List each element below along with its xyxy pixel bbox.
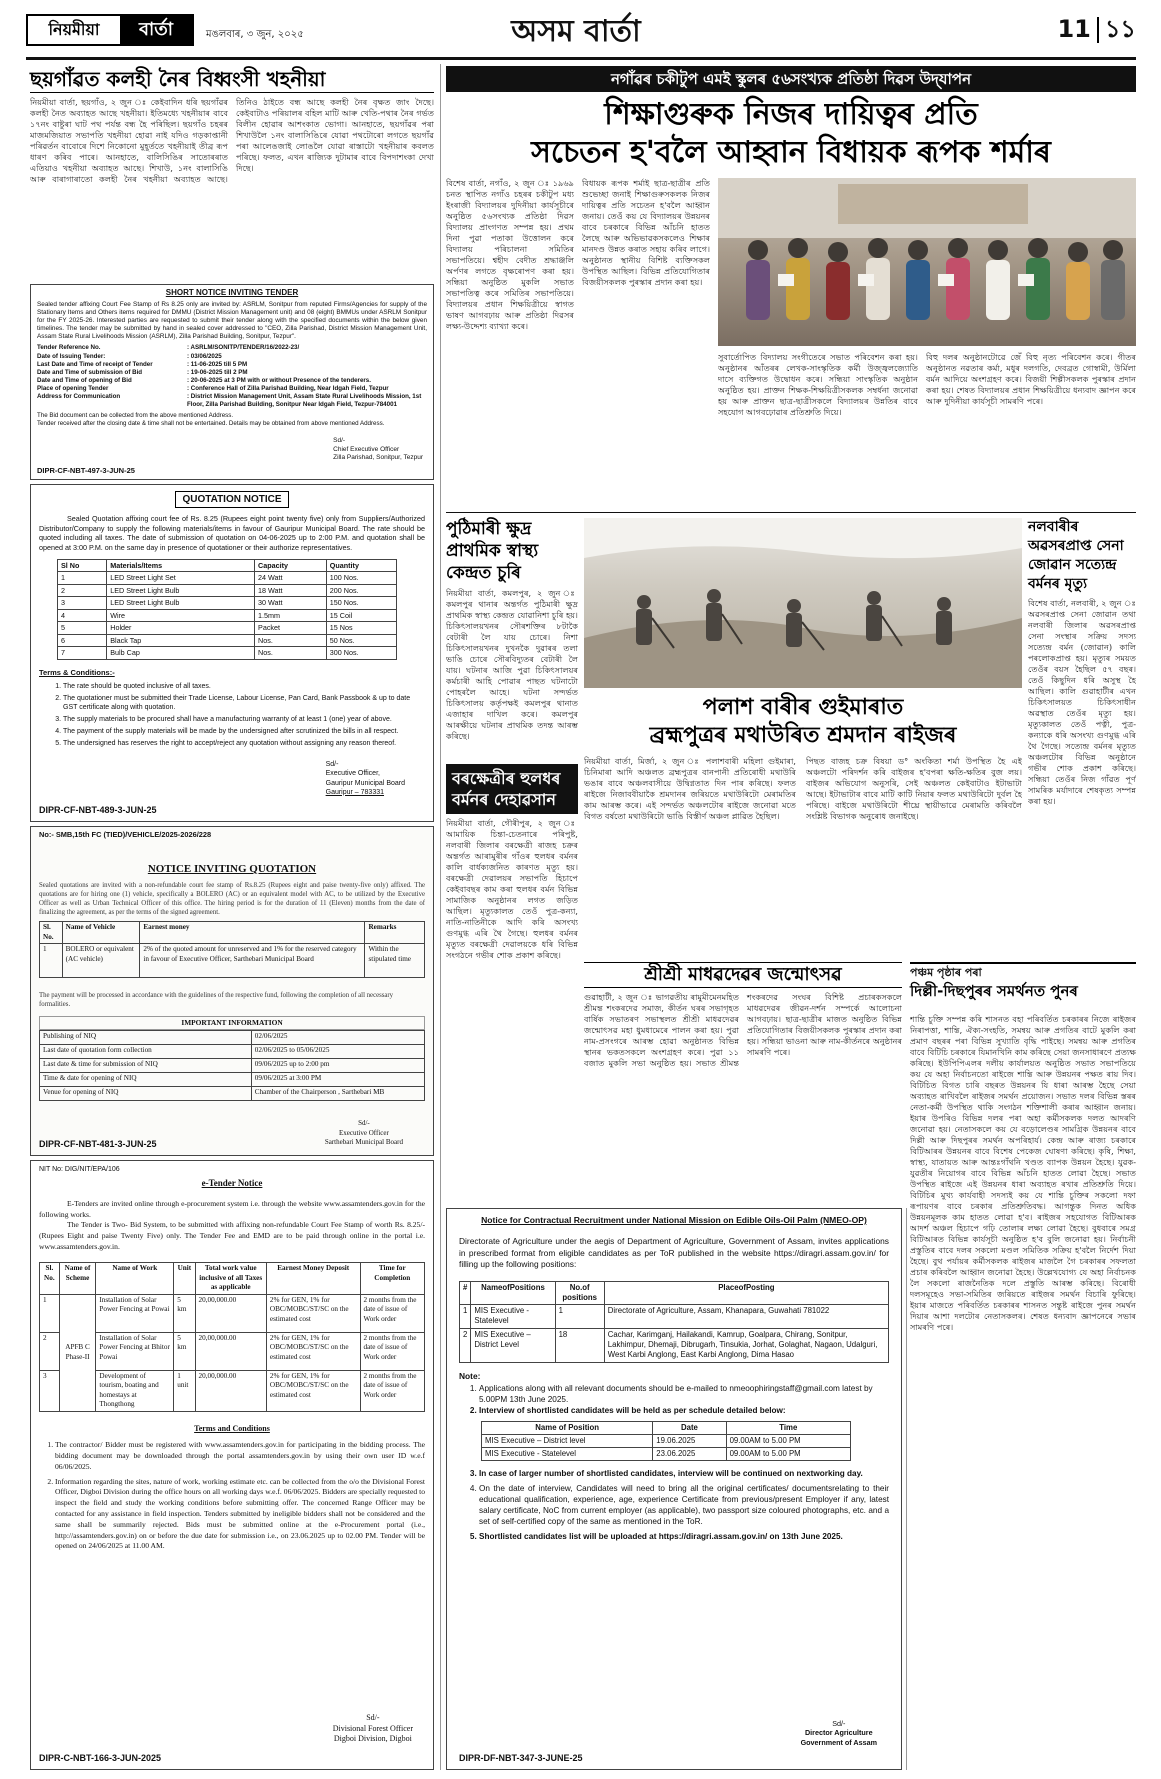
tender-nmeo-schedule-cell: 19.06.2025	[653, 1434, 726, 1447]
tender-nmeo-cell: 1	[460, 1305, 471, 1329]
tender-asrlm-row-value: : 11-06-2025 till 5 PM	[187, 360, 248, 368]
tender-nmeo-header-cell: No.of positions	[555, 1281, 604, 1305]
tender-quotation-cell: 5	[58, 622, 107, 635]
tender-nmeo-header-cell: NameofPositions	[471, 1281, 555, 1305]
tender-asrlm-row	[37, 385, 427, 393]
tender-etender-cell: 2 months from the date of issue of Work order	[360, 1294, 425, 1332]
tender-vehicle-no: No:- SMB,15th FC (TIED)/VEHICLE/2025-2026/228	[39, 830, 212, 839]
tender-etender-header-cell: Unit	[174, 1263, 195, 1295]
tender-asrlm-row	[37, 353, 427, 361]
tender-asrlm-row-label: Place of opening Tender	[37, 384, 109, 392]
tender-asrlm-row-label: Address for Communication	[37, 392, 121, 400]
tender-asrlm-row-label: Date and Time of submission of Bid	[37, 368, 143, 376]
tender-nmeo-schedule-header-cell: Date	[653, 1421, 726, 1434]
tender-vehicle-title	[39, 862, 425, 877]
tender-asrlm-body: Sealed tender affixing Court Fee Stamp of Rs 8.25 only are invited by: ASRLM, Sonitpur from reputed Firms/Agencies for supply of the Stationary Items and Others items required for DMMU (District Mission Management unit) and 08 (eight) BMMUs under ASRLM Sonitpur for the FY 2025-26. Interested parties are requested to submit their tender along with the specified documents within the below given timelines. The tender may be submitted by hand in sealed cover addressed to "CEO, Zilla Parishad, District Mission Management Unit, Assam State Rural Livelihoods Mission (ASRLM), Zilla Parishad Building, Sonitpur, Tezpur".	[37, 300, 427, 341]
page-number	[1057, 14, 1136, 46]
tender-quotation-header-cell: Quantity	[326, 559, 396, 572]
tender-quotation-cell: 7	[58, 647, 107, 660]
tender-nmeo-row	[460, 1305, 889, 1329]
tender-etender-cell: Installation of Solar Power Fencing at Bhitor Powai	[96, 1332, 174, 1370]
tender-asrlm-note1: The Bid document can be collected from the above mentioned Address.	[37, 411, 234, 419]
tender-etender-cell: 2	[40, 1332, 60, 1370]
tender-etender-header-cell: Total work value inclusive of all Taxes as applicable	[195, 1263, 266, 1295]
tender-vehicle-sign1: Sd/-	[358, 1119, 370, 1128]
tender-quotation-cell: Wire	[107, 609, 255, 622]
tender-quotation-row	[58, 572, 397, 585]
tender-etender-header-cell: Time for Completion	[360, 1263, 425, 1295]
story-continued-kicker-wrap	[910, 962, 1136, 1001]
story-soldier-headline: নলবাৰীৰ অৱসৰপ্ৰাপ্ত সেনা জোৱান সত্যেন্দ্ৰ বৰ্মনৰ মৃত্যু	[1028, 519, 1124, 592]
tender-quotation-sign3: Gauripur Municipal Board	[325, 779, 405, 787]
tender-vehicle-header-cell: Remarks	[365, 922, 425, 944]
tender-etender-cell: 3	[40, 1370, 60, 1411]
tender-nmeo-schedule	[481, 1421, 851, 1462]
section-title: অসম বাৰ্তা	[511, 14, 641, 49]
tender-quotation-cell: 4	[58, 609, 107, 622]
tender-vehicle-info-row	[40, 1045, 425, 1059]
story-erosion	[30, 66, 434, 280]
lead-banner-text: নগাঁৱৰ চকীটুপ এমই স্কুলৰ ৫৬সংখ্যক প্ৰতিষ্ঠা দিৱস উদ্‌যাপন	[610, 70, 972, 88]
tender-nmeo-notes	[479, 1384, 889, 1417]
lead-rule	[446, 512, 1136, 513]
tender-nmeo-cell: Directorate of Agriculture, Assam, Khanapara, Guwahati 781022	[604, 1305, 888, 1329]
tender-vehicle-info-table	[39, 1030, 425, 1101]
tender-nmeo-note-5: 5. Shortlisted candidates list will be uploaded at https://diragri.assam.gov.in/ on 13th June 2025.	[479, 1532, 889, 1543]
tender-nmeo-table	[459, 1281, 889, 1363]
story-cleanup-headline-line2: ব্ৰহ্মপুত্ৰৰ মথাউৰিত শ্ৰমদান ৰাইজৰ	[649, 723, 957, 748]
tender-quotation-cell: Holder	[107, 622, 255, 635]
tender-vehicle-info-label: Publishing of NIQ	[40, 1031, 252, 1045]
tender-quotation	[30, 484, 434, 822]
tender-quotation-terms-title: Terms & Conditions:-	[39, 667, 115, 677]
tender-vehicle-body: Sealed quotations are invited with a non-refundable court fee stamp of Rs.8.25 (Rupees eight and paise twenty-five only) affixed. The quotations are for hiring one (1) vehicle, specifically a BOLERO (AC) or an equivalent model with AC, to be utilized by the Executive Officer as well as Urban Technical Officer of this office. The hiring period is for the duration of 11 (Eleven) months from the date of finalizing the agreement, as per the terms of the signed agreement.	[39, 881, 425, 917]
story-continued-kicker: পঞ্চম পৃষ্ঠাৰ পৰা	[910, 966, 982, 979]
tender-vehicle-header-cell: Earnest money	[140, 922, 365, 944]
tender-quotation-cell: 1.5mm	[255, 609, 327, 622]
tender-vehicle-info-row	[40, 1073, 425, 1087]
tender-etender-cell: 2 months from the date of issue of Work order	[360, 1332, 425, 1370]
tender-etender-title-text: e-Tender Notice	[201, 1178, 263, 1189]
tender-nmeo-signature	[801, 1719, 877, 1748]
tender-etender-cell: 2% for GEN, 1% for OBC/MOBC/ST/SC on the estimated cost	[266, 1370, 360, 1411]
tender-etender-row	[40, 1294, 425, 1332]
tender-asrlm-row-value: : District Mission Management Unit, Assam State Rural Livelihoods Mission, 1st Floor, Zilla Parishad Building, Sonitpur Near Idgah Field, Tezpur-784001	[187, 392, 422, 408]
tender-vehicle-info-row	[40, 1031, 425, 1045]
tender-quotation-term: 4. The payment of the supply materials will be made by the undersigned after scrutinized the bills in all respect.	[63, 727, 425, 736]
cleanup-photo	[584, 518, 1022, 688]
tender-nmeo	[446, 1208, 902, 1770]
story-erosion-body: নিয়মীয়া বাৰ্তা, ছয়গাঁও, ২ জুন ঃ কেইবাদিন ধৰি ছয়গাঁৱৰ কলহী নৈত অব্যাহত আছে খহনীয়া। ইতিমধ্যে খহনীয়াৰ বাবে ১৭নং বাষ্টুৰা ঘাট পথ পৰ্যন্ত বন্ধ হৈ পৰিছিল। ছয়গাঁও চহৰৰ মাজমজিয়াত সভাপতি খহনীয়া হোৱা নাই যদিও গড়কাপ্তানী পৰিৱৰ্তন বাবোৰে দিশে নিকোনো মুহূৰ্ততে খহনীয়াই তীব্ৰ ৰূপ ধাৰণ কৰিব পাৰে। আনহাতে, বালিসিঙিৰ সাতোৰৰাত এতিয়াও খহনীয়া অব্যাহত আছে। শিখাউ, ১নং বালাসিঙি আৰু বাৰাগাৰাতো কলহী নৈৰ খহনীয়া অব্যাহত আছে। তিনিও ঠাইতে বন্ধ আছে কলহী নৈৰ বৃক্ষত জাং দৈছে। কেইবাটাও পৰিয়ালৰ বহিল মাটি আৰু খেতি-পথাৰ নৈৰ গৰ্ভত বিলীন হোৱাৰ আশংকাত ভোগা। আনহাতে, ছয়গাঁৱৰ পৰা শিখাউলৈ ১নং বালাসিঙিৰে যোৱা পথটোৰো লগতে ছয়গাঁৱ পৰা আলেঙজাই লোঙলৈ যোৱা ৰাস্তাটো খহনীয়াৰ কবলত পৰিছে। ফলত, এখন ৰাজ্যিক দুটামাৰ বাবে বিপদাশংকা দেখা দিছে।	[30, 97, 434, 184]
tender-etender-cell: 2 months from the date of issue of Work order	[360, 1370, 425, 1411]
tender-vehicle-info-label: Time & date for opening of NIQ	[40, 1073, 252, 1087]
tender-vehicle-cell: Within the stipulated time	[365, 944, 425, 978]
tender-nmeo-cell: 18	[555, 1328, 604, 1362]
story-cleanup-headline-line1: পলাশ বাৰীৰ গুইমাৰাত	[702, 695, 904, 720]
tender-quotation-cell: LED Street Light Bulb	[107, 584, 255, 597]
tender-quotation-cell: 3	[58, 597, 107, 610]
tender-etender-sign1: Sd/-	[366, 1713, 380, 1723]
tender-etender-header-row	[40, 1263, 425, 1295]
tender-vehicle-info-label: Last date of quotation form collection	[40, 1045, 252, 1059]
tender-quotation-cell: LED Street Light Bulb	[107, 597, 255, 610]
story-continued-headline: দিল্লী-দিছপুৰৰ সমৰ্থনত পুনৰ	[910, 981, 1078, 1000]
tender-etender-cell: Development of tourism, boating and homestays at Thongthong	[96, 1370, 174, 1411]
tender-quotation-cell: Black Tap	[107, 634, 255, 647]
tender-quotation-header-cell: Capacity	[255, 559, 327, 572]
tender-quotation-signature	[326, 760, 405, 797]
tender-quotation-cell: LED Street Light Set	[107, 572, 255, 585]
tender-nmeo-schedule-row	[482, 1448, 851, 1461]
lead-headline-line1: শিক্ষাগুৰুক নিজৰ দায়িত্বৰ প্ৰতি	[604, 97, 978, 132]
tender-nmeo-cell: MIS Executive - Statelevel	[471, 1305, 555, 1329]
page-number-latin: 11	[1057, 15, 1091, 43]
lead-headline-line2: সচেতন হ'বলৈ আহ্বান বিধায়ক ৰূপক শৰ্মাৰ	[531, 135, 1051, 170]
story-erosion-headline: ছয়গাঁৱত কলহী নৈৰ বিধ্বংসী খহনীয়া	[30, 66, 434, 93]
tender-vehicle-ref: DIPR-CF-NBT-481-3-JUN-25	[39, 1139, 157, 1150]
tender-asrlm-row-value: : ASRLM/SONITP/TENDER/16/2022-23/	[187, 344, 300, 352]
tender-nmeo-schedule-cell: 09.00AM to 5.00 PM	[726, 1434, 850, 1447]
tender-quotation-sign2: Executive Officer,	[325, 770, 380, 778]
tender-etender-title	[39, 1178, 425, 1191]
tender-nmeo-schedule-header-cell: Name of Position	[482, 1421, 653, 1434]
tender-nmeo-note-4: 4. On the date of interview, Candidates will need to bring all the original certificates/ documentsrelating to their educational qualification, experience, age, experience Certificate from previous/present Employer if any, latest salary certificate, NoC from current employer (as applicable), two passport size coloured photographs, etc. and a set of self-certified copy of the same as mentioned in the ToR.	[479, 1484, 889, 1528]
tender-asrlm-row-label: Date and Time of opening of Bid	[37, 376, 132, 384]
logo	[26, 14, 194, 46]
lead-col1: বিশেষ বাৰ্তা, নগাঁও, ২ জুন ঃ ১৯৬৯ চনত স্থাপিত নগাঁও চহৰৰ চকীটুপ মধ্য ইংৰাজী বিদ্যালয়ৰ দুদিনীয়া কাৰ্যসূচীৰে অনুষ্ঠিত ৫৬সংখ্যক প্ৰতিষ্ঠা দিৱস বিদ্যালয় প্ৰাংগণত সম্পন্ন হয়। প্ৰথম দিনা পুৱা পতাকা উত্তোলন কৰে বিদ্যালয় পৰিচালনা সমিতিৰ সভাপতিয়ে। শ্বহীদ বেদীত শ্ৰদ্ধাঞ্জলি অৰ্পণৰ লগতে বৃক্ষৰোপণ কৰা হয়। সন্ধিয়া অনুষ্ঠিত মুকলি সভাত সভাপতিত্ব কৰে সমিতিৰ সভাপতিয়ে। বিদ্যালয়ৰ প্ৰধান শিক্ষয়িত্ৰীয়ে স্বাগত ভাষণ আগবঢ়ায় আৰু প্ৰতিষ্ঠা দিৱসৰ লক্ষ্য-উদ্দেশ্য ব্যাখ্যা কৰে।	[446, 178, 574, 331]
tender-asrlm-row-label: Date of Issuing Tender:	[37, 352, 106, 360]
logo-right: বাৰ্তা	[120, 16, 192, 44]
tender-asrlm	[30, 284, 434, 480]
tender-asrlm-row-value: : 03/06/2025	[187, 352, 222, 360]
tender-quotation-row	[58, 597, 397, 610]
tender-vehicle-info-row	[40, 1087, 425, 1101]
tender-quotation-sign1: Sd/-	[325, 761, 339, 769]
tender-asrlm-sign2: Chief Executive Officer	[333, 445, 400, 453]
tender-etender-signature	[333, 1713, 413, 1745]
tender-vehicle-signature	[325, 1119, 403, 1147]
tender-nmeo-header-row	[460, 1281, 889, 1305]
tender-etender-terms	[55, 1440, 425, 1552]
tender-etender-body1: E-Tenders are invited online through e-procurement system i.e. through the website www.assamtenders.gov.in for the following works.	[39, 1199, 425, 1219]
lead-banner	[446, 66, 1136, 92]
story-continued-body: শান্তি চুক্তি সম্পন্ন কৰি শাসনত বহা পৰিবৰ্তিত চৰকাৰৰ নিজে ৰাইজৰ নিৰাপত্তা, শান্তি, ঐক্য-সংহতি, সমন্বয় আৰু প্ৰগতিৰ বাটে মুকলি কৰা প্ৰমাণ বছৰৰ পৰা বিভিন্ন সুখ্যাতি বৃদ্ধি পাইছে। সমন্বয় আৰু প্ৰগতিৰ বাবে বিটিচি চৰকাৰে যিমানখিনি কাম কৰিছে সেয়া জনসাধাৰণে প্ৰত্যক্ষ কৰিছে। ইউপিপিএলৰ দলীয় কাৰ্যালয়ত অনুষ্ঠিত সভাত সভাপতিয়ে কয় যে অহা নিৰ্বাচনতো ৰাইজে শান্তি আৰু উন্নয়নৰ পক্ষত ৰায় দিব। বিটিচিত বিগত চাৰি বছৰত উন্নয়নৰ যি ধাৰা আৰম্ভ হৈছে সেয়া অব্যাহত ৰাখিবলৈ ৰাইজৰ সমৰ্থন প্ৰয়োজন। সভাত দলৰ বিভিন্ন স্তৰৰ নেতা-কৰ্মী উপস্থিত থাকি সংগঠন শক্তিশালী কৰাৰ আহ্বান জনায়। ইয়াৰ উপৰিও বিভিন্ন দলৰ পৰা অহা কৰ্মীসকলক দলত আদৰণি জনোৱা হয়। নেতাসকলে কয় যে বড়োলেণ্ডৰ সামগ্ৰিক উন্নয়নৰ বাবে দিল্লী আৰু দিছপুৰৰ সমৰ্থন অপৰিহাৰ্য। কেন্দ্ৰ আৰু ৰাজ্য চৰকাৰে বিটিআৰৰ উন্নয়নৰ বাবে বিশেষ পেকেজ ঘোষণা কৰিছে। কৃষি, শিক্ষা, স্বাস্থ্য, যাতায়ত আৰু আন্তঃগাঁথনি খণ্ডত ব্যাপক উন্নয়ন হৈছে। যুৱক-যুৱতীৰ নিয়োগৰ বাবে বিভিন্ন আঁচনি হাতত লোৱা হৈছে। সভাত উপস্থিত ৰাইজে এই উন্নয়নৰ ধাৰা অব্যাহত ৰখাৰ প্ৰতিশ্ৰুতি দিয়ে। বিটিচিৰ মুখ্য কাৰ্যবাহী সদস্যই কয় যে শান্তি চুক্তিৰ সকলো দফা ৰূপায়ণৰ বাবে চৰকাৰ প্ৰতিশ্ৰুতিবদ্ধ। আগন্তুক দিনত অধিক উন্নয়নমূলক কাম হাতত লোৱা হ'ব। ৰাইজৰ সহযোগত বিটিআৰক আদৰ্শ অঞ্চল হিচাপে গঢ়ি তোলাৰ লক্ষ্য লোৱা হৈছে। বুধবাৰে সমগ্ৰ বিটিআৰত বিভিন্ন কাৰ্যসূচী অনুষ্ঠিত হ'ব বুলি জনোৱা হয়। নিৰ্বাচনী প্ৰস্তুতিৰ বাবে দলৰ সকলো মণ্ডল সমিতিক সক্ৰিয় হ'বলৈ নিৰ্দেশ দিয়া হৈছে। বুথ পৰ্যায়ৰ কৰ্মীসকলক ৰাইজৰ মাজলৈ গৈ চৰকাৰৰ সফলতা প্ৰচাৰ কৰিবলৈ আহ্বান জনোৱা হৈছে। উল্লেখযোগ্য যে অহা নিৰ্বাচনক লৈ সকলো ৰাজনৈতিক দলে প্ৰস্তুতি আৰম্ভ কৰিছে। বিৰোধী দলসমূহেও সভা-সমিতিৰ জৰিয়তে ৰাইজৰ সমৰ্থন বিচাৰি ফুৰিছে। ইয়াৰ মাজতে পৰিবৰ্তিত চৰকাৰৰ শাসনত সন্তুষ্ট ৰাইজে পুনৰ সমৰ্থন দিয়াৰ আশা দলটোৰ নেতাসকলৰ। শেষত ধন্যবাদ জ্ঞাপনেৰে সভাৰ সামৰণি পৰে।	[910, 1014, 1136, 1332]
story-soldier-body: বিশেষ বাৰ্তা, নলবাৰী, ২ জুন ঃ অৱসৰপ্ৰাপ্ত সেনা জোৱান তথা নলবাৰী জিলাৰ অৱসৰপ্ৰাপ্ত সেনা সংস্থাৰ সক্ৰিয় সদস্য সত্যেন্দ্ৰ বৰ্মন (জোৱান) কালি পৰলোকপ্ৰাপ্ত হয়। মৃত্যুৰ সময়ত তেওঁৰ বয়স হৈছিল ৫৭ বছৰ। তেওঁ কিছুদিন ধৰি অসুস্থ হৈ আছিল। কালি গুৱাহাটীৰ এখন চিকিৎসালয়ত চিকিৎসাধীন অৱস্থাত তেওঁৰ মৃত্যু হয়। মৃত্যুকালত তেওঁ পত্নী, পুত্ৰ-কন্যাকে ধৰি অসংখ্য গুণমুগ্ধ এৰি থৈ গৈছে। সত্যেন্দ্ৰ বৰ্মনৰ মৃত্যুত অঞ্চলটোৰ বিভিন্ন অনুষ্ঠানে গভীৰ শোক প্ৰকাশ কৰিছে। সন্ধিয়া তেওঁৰ নিজ গাঁৱত পূৰ্ণ সামৰিক মৰ্যাদাৰে শেষকৃত্য সম্পন্ন কৰা হয়।	[1028, 598, 1136, 806]
tender-quotation-header-row	[58, 559, 397, 572]
tender-quotation-row	[58, 647, 397, 660]
tender-asrlm-title: SHORT NOTICE INVITING TENDER	[165, 288, 299, 297]
tender-quotation-cell: 30 Watt	[255, 597, 327, 610]
tender-quotation-term: 3. The supply materials to be procured shall have a manufacturing warranty of at least 1 (one) year of above.	[63, 715, 425, 724]
story-cleanup-col1: নিয়মীয়া বাৰ্তা, মিৰ্জা, ২ জুন ঃ পলাশবাৰী মহিলা গুইমাৰা, চিনিমাৰা আদি অঞ্চলত ব্ৰহ্মপুত্ৰৰ বানপানী প্ৰতিৰোধী মথাউৰি ভঙাৰ বাবে অঞ্চলবাসীয়ে উদ্বিগ্নতাত দিন পাৰ কৰিছে। ফলত ৰাইজে নিজাববীয়াকৈ শ্ৰমদানৰ জৰিয়তে মথাউৰিটো মেৰামতিৰ কাম আৰম্ভ কৰে। এই সন্দৰ্ভত অঞ্চলটোৰ ৰাইজে জনোৱা মতে বিগত বৰ্ষতো মথাউৰিটো ভাঙি বিস্তীৰ্ণ অঞ্চল প্লাৱিত হৈছিল।	[584, 756, 796, 821]
tender-etender-header-cell: Name of Work	[96, 1263, 174, 1295]
tender-asrlm-rows	[37, 344, 427, 409]
tender-quotation-title	[39, 491, 425, 508]
lead-col4: বিহু দলৰ অনুষ্ঠানটোৱে জেঁ বিহু নৃত্য পৰিবেশন কৰে। গীতৰ অনুষ্ঠানত নৱতাৰ কৰ্মা, মধুৰ দলগতি, দেবব্ৰত গোস্বামী, উৰ্মিলা বৰ্মন আদিয়ে অংশগ্ৰহণ কৰে। বিজয়ী শিল্পীসকলক পুৰস্কাৰ প্ৰদান কৰা হয়। শেষত বিদ্যালয়ৰ প্ৰধান শিক্ষয়িত্ৰীয়ে ধন্যবাদ জ্ঞাপন কৰে আৰু দুদিনীয়া কাৰ্যসূচী সামৰণি পৰে।	[926, 352, 1136, 406]
tender-etender-header-cell: Name of Scheme	[59, 1263, 96, 1295]
tender-vehicle-info-value: 02/06/2025 to 05/06/2025	[251, 1045, 424, 1059]
tender-quotation-row	[58, 584, 397, 597]
story-theft-headline: পুঠিমাৰী ক্ষুদ্ৰ প্ৰাথমিক স্বাস্থ্য কেন্দ্ৰত চুৰি	[446, 519, 539, 583]
tender-nmeo-body: Directorate of Agriculture under the aegis of Department of Agriculture, Government of Assam, invites applications in prescribed format from eligible candidates as per ToR published in the website https://diragri.assam.gov.in/ for filling up the following positions:	[459, 1236, 889, 1270]
tender-nmeo-schedule-row	[482, 1434, 851, 1447]
lead-col2: বিধায়ক ৰূপক শৰ্মাই ছাত্ৰ-ছাত্ৰীৰ প্ৰতি শুভেচ্ছা জনাই শিক্ষাগুৰুসকলক নিজৰ দায়িত্বৰ প্ৰতি সচেতন হ'বলৈ আহ্বান জনায়। তেওঁ কয় যে বিদ্যালয়ৰ উন্নয়নৰ বাবে চৰকাৰে বিভিন্ন আঁচনি হাতত লৈছে আৰু অভিভাৱকসকলেও শিক্ষাৰ মানদণ্ড উন্নত কৰাত সহায় কৰিব লাগে। অনুষ্ঠানত স্থানীয় বিশিষ্ট ব্যক্তিসকল উপস্থিত আছিল। বিভিন্ন প্ৰতিযোগিতাৰ বিজয়ীসকলক পুৰস্কাৰ প্ৰদান কৰা হয়।	[582, 178, 710, 287]
tender-nmeo-ref: DIPR-DF-NBT-347-3-JUNE-25	[459, 1753, 583, 1764]
tender-etender-cell: 5 km	[174, 1294, 195, 1332]
tender-vehicle-row	[40, 944, 425, 978]
tender-nmeo-note-title: Note:	[459, 1370, 481, 1381]
tender-nmeo-header-cell: PlaceofPosting	[604, 1281, 888, 1305]
tender-asrlm-signature	[333, 437, 423, 463]
tender-etender-sign2: Divisional Forest Officer	[332, 1723, 413, 1733]
tender-nmeo-schedule-cell: 09.00AM to 5.00 PM	[726, 1448, 850, 1461]
tender-etender-term: 1. The contractor/ Bidder must be registered with www.assamtenders.gov.in for participating in the bidding process. The bidding document may be downloaded through the portal assamtenders.gov.in by using their own user ID w.e.f 06/06/2025.	[55, 1440, 425, 1472]
tender-nmeo-schedule-cell: 23.06.2025	[653, 1448, 726, 1461]
tender-quotation-term: 5. The undersigned has reserves the right to accept/reject any quotation without assigning any reason thereof.	[63, 739, 425, 748]
tender-vehicle-title-text: NOTICE INVITING QUOTATION	[147, 862, 317, 875]
tender-vehicle-cell: 1	[40, 944, 63, 978]
tender-asrlm-sign1: Sd/-	[333, 437, 346, 445]
story-obit-headline: বৰক্ষেত্ৰীৰ হুলধৰ বৰ্মনৰ দেহাৱসান	[452, 769, 561, 809]
lead-col3: সুবাৰ্তোপিত বিদ্যালয় সংগীতেৰে সভাত পৰিবেশন কৰা হয়। অনুষ্ঠানৰ আঁতৰৰ লেখক-সাংস্কৃতিক কৰ্মী উজ্জ্বলজ্যোতি দাসে ব্যক্তিগত উদ্বোধন কৰে। সন্ধিয়া সাংস্কৃতিক অনুষ্ঠান অনুষ্ঠিত হয়। প্ৰাক্তন শিক্ষক-শিক্ষয়িত্ৰীসকলক সম্বৰ্ধনা জনোৱা হয় আৰু প্ৰাক্তন ছাত্ৰ-ছাত্ৰীসকলে বিদ্যালয়ৰ উন্নতিৰ বাবে সহযোগ আগবঢ়োৱাৰ প্ৰতিশ্ৰুতি দিয়ে।	[718, 352, 918, 417]
story-obit-body: নিয়মীয়া বাৰ্তা, গৌৰীপুৰ, ২ জুন ঃ আমায়িক চিন্তা-চেতনাৰে পৰিপুষ্ট, নলবাৰী জিলাৰ বৰক্ষেত্ৰী ৰাজহ চক্ৰৰ অন্তৰ্গত আৰামুৰীৰ গাঁওৰ হুলধৰ বৰ্মনৰ কালি বাৰ্ধক্যজনিত কাৰণত মৃত্যু হয়। বৰক্ষেত্ৰী দেৱালয়ৰ সভাপতি হিচাপে কেইবাবছৰ কাম কৰা হুলধৰ বৰ্মন বিভিন্ন সামাজিক অনুষ্ঠানৰ লগত জড়িত আছিল। মৃত্যুকালত তেওঁ পুত্ৰ-কন্যা, নাতি-নাতিনীকে আদি কৰি অসংখ্য গুণমুগ্ধ এৰি থৈ গৈছে। হুলধৰ বৰ্মনৰ মৃত্যুত বৰক্ষেত্ৰী দেৱালয়কে ধৰি বিভিন্ন সংগঠনে গভীৰ শোক প্ৰকাশ কৰিছে।	[446, 818, 578, 960]
story-cleanup-col2: পিছত বাজহ চক্ৰ বিষয়া ড° অংকিতা শৰ্মা উপস্থিত হৈ এই অঞ্চলটো পৰিদৰ্শন কৰি বাইজৰ হ'বপৰা ক্ষতি-ক্ষতিৰ বুজ লয়। বাইজৰ অভিযোগ অনুসৰি, সেই অঞ্চলত কেইবাটাও ইটাভাটা আছে। ইটাভাটাৰ বাবে মাটি কাটি নিয়াৰ ফলত মথাউৰিটো দুৰ্বল হৈ পৰিছে। বাইজে মথাউৰিটো শীঘ্ৰে স্থায়ীভাৱে মেৰামতি কৰিবলৈ সংশ্লিষ্ট বিভাগক অনুৰোধ জনাইছে।	[806, 756, 1022, 821]
tender-asrlm-row-value: : 20-06-2025 at 3 PM with or without Presence of the tenderers.	[187, 376, 371, 384]
tender-quotation-cell: 24 Watt	[255, 572, 327, 585]
tender-quotation-cell: 1	[58, 572, 107, 585]
lead-headline	[446, 96, 1136, 172]
tender-nmeo-schedule-header-row	[482, 1421, 851, 1434]
tender-quotation-cell: Bulb Cap	[107, 647, 255, 660]
tender-quotation-title-text: QUOTATION NOTICE	[175, 491, 288, 508]
tender-asrlm-row	[37, 393, 427, 409]
tender-vehicle-info-value: 09/06/2025 at 3:00 PM	[251, 1073, 424, 1087]
tender-nmeo-note-1: 1. Applications along with all relevant documents should be e-mailed to nmeoophiringstaff@gmail.com latest by 5.00PM 13th June 2025.	[479, 1384, 889, 1406]
tender-nmeo-sign1: Sd/-	[832, 1718, 846, 1728]
tender-vehicle-header-cell: Name of Vehicle	[62, 922, 140, 944]
tender-quotation-sign4: Gauripur – 783331	[325, 788, 385, 796]
tender-etender-scheme: APFB C Phase-II	[59, 1294, 96, 1411]
story-theft-body: নিয়মীয়া বাৰ্তা, কমলপুৰ, ২ জুন ঃ কমলপুৰ থানাৰ অন্তৰ্গত পুঠিমাৰী ক্ষুদ্ৰ প্ৰাথমিক স্বাস্থ্য কেন্দ্ৰত যোৱানিশা চুৰি হয়। চিকিৎসালয়খনৰ সৌৰশক্তিৰ ৮টাকৈ বেটাৰী লৈ যায় চোৰে। নিশা চিকিৎসালয়খনৰ দুখনকৈ দুৱাৰৰ তলা ভাঙি চোৰে সৌৰবিদ্যুতৰ বেটাৰী লৈ যায়। ঘটনাৰ আজি পুৱা চিকিৎসালয়ৰ কৰ্মচাৰী আহি পোৱাৰ পাছত ঘটনাটো পোহৰলৈ আহে। ঘটনা সন্দৰ্ভত চিকিৎসালয় কৰ্তৃপক্ষই কমলপুৰ থানাত এজাহাৰ দাখিল কৰে। কমলপুৰ আৰক্ষীয়ে ঘটনাৰ প্ৰাথমিক তদন্ত আৰম্ভ কৰিছে।	[446, 588, 578, 741]
tender-vehicle-info-label: Venue for opening of NIQ	[40, 1087, 252, 1101]
masthead-rule	[26, 57, 1136, 60]
story-festival-body: গুৱাহাটী, ২ জুন ঃ ভাগৱতীয় ৰামুমীমেনমহিত শ্ৰীমন্ত শংকৰদেৱ সমাজ, কীৰ্তন ঘৰৰ সভাগৃহত বাৰ্ষিক সভাতৰণ সভাস্থলত শ্ৰীশ্ৰী মাধৱদেৱৰ জন্মোৎসৱ মহা ধুমধামেৰে পালন কৰা হয়। পুৱা নাম-প্ৰসংগৰে আৰম্ভ হোৱা অনুষ্ঠানত বিভিন্ন স্থানৰ ভকতসকলে অংশগ্ৰহণ কৰে। পুৱা ১১ বজাত মুকলি সভা অনুষ্ঠিত হয়। সভাত শ্ৰীমন্ত শংকৰদেৱ সংঘৰ বিশিষ্ট প্ৰচাৰকসকলে মাধৱদেৱৰ জীৱন-দৰ্শন সম্পৰ্কে আলোচনা আগবঢ়ায়। ছাত্ৰ-ছাত্ৰীৰ মাজত অনুষ্ঠিত বিভিন্ন প্ৰতিযোগিতাৰ বিজয়ীসকলক পুৰস্কাৰ প্ৰদান কৰা হয়। সন্ধিয়া ভাওনা আৰু নাম-কীৰ্তনৰে অনুষ্ঠানৰ সামৰণি পৰে।	[584, 992, 902, 1068]
tender-quotation-cell: 18 Watt	[255, 584, 327, 597]
tender-vehicle-table	[39, 921, 425, 978]
tender-nmeo-header-cell: #	[460, 1281, 471, 1305]
tender-etender-header-cell: Sl. No.	[40, 1263, 60, 1295]
page-number-divider	[1097, 17, 1099, 43]
tender-nmeo-row	[460, 1328, 889, 1362]
story-theft	[446, 518, 578, 758]
tender-etender-row	[40, 1332, 425, 1370]
tender-nmeo-cell: 2	[460, 1328, 471, 1362]
tender-etender-cell: 20,00,000.00	[195, 1370, 266, 1411]
page-number-local: ১১	[1104, 15, 1136, 43]
tender-etender-ref: DIPR-C-NBT-166-3-JUN-2025	[39, 1753, 162, 1764]
masthead	[26, 10, 1136, 56]
tender-quotation-terms	[63, 682, 425, 749]
tender-nmeo-sign2: Director Agriculture	[804, 1728, 873, 1737]
tender-vehicle-cell: 2% of the quoted amount for unreserved and 1% for the reserved category in favour of Executive Officer, Sarthebari Municipal Board	[140, 944, 365, 978]
tender-vehicle	[30, 826, 434, 1156]
tender-vehicle-pay-note: The payment will be processed in accordance with the guidelines of the respective fund, following the completion of all necessary formalities.	[39, 992, 394, 1009]
tender-etender-sign3: Digboi Division, Digboi	[333, 1734, 412, 1744]
tender-etender-cell: 5 km	[174, 1332, 195, 1370]
tender-etender-table	[39, 1262, 425, 1412]
story-festival-headline: শ্ৰীশ্ৰী মাধৱদেৱৰ জন্মোৎসৱ	[584, 962, 902, 988]
tender-nmeo-cell: MIS Executive – District Level	[471, 1328, 555, 1362]
logo-left: নিয়মীয়া	[48, 20, 100, 39]
tender-vehicle-header-row	[40, 922, 425, 944]
tender-vehicle-sign2: Executive Officer	[339, 1128, 389, 1137]
tender-nmeo-notes-more	[479, 1469, 889, 1543]
tender-quotation-cell: Nos.	[255, 634, 327, 647]
tender-nmeo-title: Notice for Contractual Recruitment under National Mission on Edible Oils-Oil Palm (NMEO-OP)	[481, 1215, 867, 1225]
tender-nmeo-note-3: 3. In case of larger number of shortlisted candidates, interview will be continued on nextworking day.	[479, 1469, 889, 1480]
story-obit-headline-box	[446, 764, 578, 814]
tender-vehicle-info-title: IMPORTANT INFORMATION	[39, 1016, 425, 1030]
tender-quotation-cell: 200 Nos.	[326, 584, 396, 597]
tender-quotation-ref: DIPR-CF-NBT-489-3-JUN-25	[39, 805, 157, 816]
tender-etender-cell: 2% for GEN, 1% for OBC/MOBC/ST/SC on the estimated cost	[266, 1294, 360, 1332]
tender-etender-cell: 20,00,000.00	[195, 1294, 266, 1332]
tender-etender	[30, 1160, 434, 1770]
tender-quotation-row	[58, 634, 397, 647]
tender-quotation-cell: Packet	[255, 622, 327, 635]
tender-etender-cell: 1 unit	[174, 1370, 195, 1411]
tender-asrlm-row-label: Last Date and Time of receipt of Tender	[37, 360, 153, 368]
tender-asrlm-row	[37, 369, 427, 377]
story-continued	[910, 962, 1136, 1001]
tender-asrlm-row	[37, 377, 427, 385]
story-festival	[584, 962, 902, 1202]
column-rule-1	[440, 64, 441, 1770]
tender-quotation-cell: 6	[58, 634, 107, 647]
tender-asrlm-row	[37, 361, 427, 369]
tender-etender-cell: 20,00,000.00	[195, 1332, 266, 1370]
tender-vehicle-cell: BOLERO or equivalent (AC vehicle)	[62, 944, 140, 978]
tender-quotation-cell: 15 Nos	[326, 622, 396, 635]
tender-vehicle-info-row	[40, 1059, 425, 1073]
tender-quotation-header-cell: Sl No	[58, 559, 107, 572]
tender-asrlm-row-value: : Conference Hall of Zilla Parishad Building, Near Idgah Field, Tezpur	[187, 384, 389, 392]
story-cleanup-headline	[584, 694, 1022, 750]
tender-asrlm-note2: Tender received after the closing date & time shall not be entertained. Details may be obtained from above mentioned Address.	[37, 420, 385, 428]
tender-quotation-row	[58, 622, 397, 635]
tender-quotation-row	[58, 609, 397, 622]
tender-asrlm-sign3: Zilla Parishad, Sonitpur, Tezpur	[333, 454, 423, 462]
tender-quotation-cell: 15 Coil	[326, 609, 396, 622]
tender-vehicle-info-value: 09/06/2025 up to 2:00 pm	[251, 1059, 424, 1073]
tender-etender-no: NIT No: DIG/NIT/EPA/106	[39, 1166, 120, 1173]
tender-nmeo-schedule-cell: MIS Executive – District level	[482, 1434, 653, 1447]
tender-vehicle-info-label: Last date & time for submission of NIQ	[40, 1059, 252, 1073]
tender-quotation-cell: Nos.	[255, 647, 327, 660]
tender-etender-body2: The Tender is Two- Bid System, to be submitted with affixing non-refundable Court Fee Stamp of worth Rs. 8.25/- (Rupees Eight and paise Twenty Five) only. The Tender Fee and EMD are to be paid through online in the portal i.e. www.assamtenders.gov.in.	[39, 1220, 425, 1251]
tender-quotation-term: 2. The quotationer must be submitted their Trade License, Labour License, Pan Card, Bank Passbook & up to date GST certificate along with quotation.	[63, 694, 425, 712]
lead-photo-graphic	[718, 178, 1136, 346]
tender-quotation-cell: 300 Nos.	[326, 647, 396, 660]
tender-vehicle-sign3: Sarthebari Municipal Board	[324, 1137, 403, 1146]
story-soldier	[1028, 518, 1136, 994]
tender-quotation-cell: 100 Nos.	[326, 572, 396, 585]
tender-asrlm-row-label: Tender Reference No.	[37, 344, 101, 352]
tender-nmeo-schedule-header-cell: Time	[726, 1421, 850, 1434]
story-obit	[446, 764, 578, 1204]
tender-quotation-header-cell: Materials/Items	[107, 559, 255, 572]
tender-etender-cell: 1	[40, 1294, 60, 1332]
tender-vehicle-info-value: Chamber of the Chairperson , Sarthebari MB	[251, 1087, 424, 1101]
tender-etender-header-cell: Earnest Money Deposit	[266, 1263, 360, 1295]
tender-asrlm-ref: DIPR-CF-NBT-497-3-JUN-25	[37, 466, 135, 476]
tender-nmeo-cell: Cachar, Karimganj, Hailakandi, Kamrup, Goalpara, Chirang, Sonitpur, Lakhimpur, Dhemaji, Dibrugarh, Tinsukia, Jorhat, Golaghat, Nagaon, Udalguri, West Karbi Anglong, East Karbi Anglong, Dima Hasao	[604, 1328, 888, 1362]
tender-quotation-term: 1. The rate should be quoted inclusive of all taxes.	[63, 682, 425, 691]
tender-nmeo-schedule-cell: MIS Executive - Statelevel	[482, 1448, 653, 1461]
tender-etender-terms-title: Terms and Conditions	[194, 1423, 270, 1433]
lead-photo	[718, 178, 1136, 346]
tender-asrlm-row	[37, 344, 427, 352]
tender-vehicle-header-cell: Sl. No.	[40, 922, 63, 944]
masthead-date: মঙলবাৰ, ৩ জুন, ২০২৫	[206, 29, 304, 40]
tender-quotation-table	[57, 559, 397, 660]
tender-vehicle-info-value: 02/06/2025	[251, 1031, 424, 1045]
tender-etender-term: 2. Information regarding the sites, nature of work, working estimate etc. can be collected from the o/o the Divisional Forest Officer, Digboi Division during the office hours on all working days w.e.f. 06/06/2025. Bidders are specially requested to inspect the field and study the working conditions before submitting offer. The concerned Range Officer may be contacted for any assistance in field inspection. Tenders submitted by ineligible bidders shall not be considered and the same shall be summarily rejected. Bids must be submitted online at the e-Procurement portal (i.e., http://assamtenders.gov.in) on or before the due date for submission i.e., on 23.06.2025 up to 02.00 PM. Tender will be opened on 24/06/2025 at 11.00 AM.	[55, 1477, 425, 1552]
tender-quotation-cell: 50 Nos.	[326, 634, 396, 647]
column-rule-2	[906, 1208, 907, 1770]
cleanup-photo-graphic	[584, 518, 1022, 688]
tender-nmeo-sign3: Government of Assam	[800, 1737, 877, 1747]
tender-etender-row	[40, 1370, 425, 1411]
tender-quotation-cell: 150 Nos.	[326, 597, 396, 610]
tender-etender-cell: 2% for GEN, 1% for OBC/MOBC/ST/SC on the estimated cost	[266, 1332, 360, 1370]
tender-quotation-body: Sealed Quotation affixing court fee of Rs. 8.25 (Rupees eight point twenty five) only from Suppliers/Authorized Distributor/Company to supply the following materials/items in favour of Gauripur Municipal Board. The rate should be quoted including all taxes. The date of submission of quotation on 04-06-2025 up to 2:00 P.M. and quotation shall be opened at 3:00 P.M. on the same day in presence of quotationer or their authorize representatives.	[39, 514, 425, 553]
tender-etender-cell: Installation of Solar Power Fencing at Powai	[96, 1294, 174, 1332]
tender-nmeo-cell: 1	[555, 1305, 604, 1329]
tender-quotation-cell: 2	[58, 584, 107, 597]
tender-nmeo-note-2: 2. Interview of shortlisted candidates will be held as per schedule detailed below:	[479, 1406, 889, 1417]
tender-asrlm-row-value: : 19-06-2025 till 2 PM	[187, 368, 248, 376]
